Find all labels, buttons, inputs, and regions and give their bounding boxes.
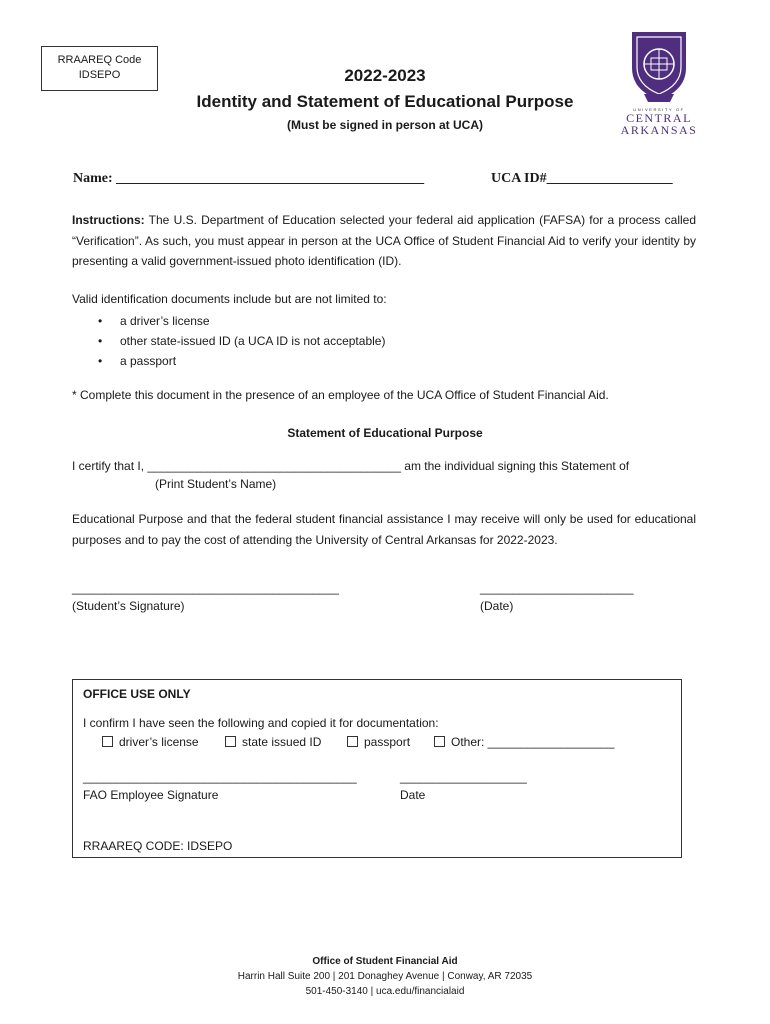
footer-address: Harrin Hall Suite 200 | 201 Donaghey Avenue | Conway, AR 72035 bbox=[237, 971, 533, 982]
option-state-issued-id[interactable] bbox=[225, 735, 321, 749]
valid-ids-list bbox=[72, 311, 385, 371]
university-logo bbox=[618, 28, 700, 136]
instructions-text: The U.S. Department of Education selected your federal aid application (FAFSA) for a process called “Verification”. As such, you must appear in person at the UCA Office of Student Financial Aid to verify your identity by presenting a valid government-issued photo identification (ID). bbox=[72, 213, 696, 268]
print-name-label: (Print Student’s Name) bbox=[155, 477, 277, 491]
instructions-label: Instructions: bbox=[72, 213, 145, 227]
list-item bbox=[72, 331, 385, 351]
logo-line-3: ARKANSAS bbox=[620, 123, 698, 136]
bullet-icon: • bbox=[98, 334, 103, 348]
uca-id-field[interactable]: UCA ID#__________________ bbox=[491, 171, 673, 186]
office-confirm-text: I confirm I have seen the following and copied it for documentation: bbox=[83, 716, 439, 730]
statement-paragraph: Educational Purpose and that the federal student financial assistance I may receive will only be used for educational purposes and to pay the cost of attending the University of Central Arkansas for 2022-2023. bbox=[72, 512, 696, 547]
list-item bbox=[72, 351, 385, 371]
option-label: state issued ID bbox=[242, 735, 322, 749]
office-date-line[interactable]: ___________________ bbox=[400, 770, 527, 784]
option-passport[interactable] bbox=[347, 735, 410, 749]
bullet-icon: • bbox=[98, 354, 103, 368]
employee-signature-line[interactable]: _________________________________________ bbox=[83, 770, 357, 784]
valid-ids-intro: Valid identification documents include but are not limited to: bbox=[72, 292, 387, 306]
office-use-box bbox=[72, 679, 682, 858]
office-use-heading: OFFICE USE ONLY bbox=[83, 687, 191, 701]
option-other[interactable] bbox=[434, 735, 614, 749]
list-item bbox=[72, 311, 385, 331]
code-box-line-2: IDSEPO bbox=[78, 69, 121, 81]
checkbox-icon[interactable] bbox=[102, 736, 113, 747]
employee-signature-label: FAO Employee Signature bbox=[83, 788, 219, 802]
certify-line[interactable]: I certify that I, ______________________________________ am the individual signing this Statement of bbox=[72, 459, 630, 473]
student-signature-label: (Student’s Signature) bbox=[72, 599, 185, 613]
bullet-icon: • bbox=[98, 314, 103, 328]
option-label: driver’s license bbox=[119, 735, 199, 749]
checkbox-icon[interactable] bbox=[434, 736, 445, 747]
logo-line-2: CENTRAL bbox=[626, 111, 692, 125]
form-subtitle: (Must be signed in person at UCA) bbox=[286, 118, 483, 132]
presence-note: * Complete this document in the presence of an employee of the UCA Office of Student Financial Aid. bbox=[72, 388, 609, 402]
form-title: Identity and Statement of Educational Purpose bbox=[196, 92, 574, 111]
instructions-paragraph bbox=[72, 210, 696, 272]
student-signature-line[interactable]: ________________________________________ bbox=[72, 581, 339, 595]
footer-office: Office of Student Financial Aid bbox=[312, 956, 458, 967]
office-code: RRAAREQ CODE: IDSEPO bbox=[83, 839, 233, 853]
logo-line-1: UNIVERSITY OF bbox=[633, 107, 685, 112]
list-item-text: a passport bbox=[120, 354, 177, 368]
statement-heading: Statement of Educational Purpose bbox=[287, 426, 483, 440]
checkbox-icon[interactable] bbox=[225, 736, 236, 747]
checkbox-icon[interactable] bbox=[347, 736, 358, 747]
option-label: Other: ___________________ bbox=[451, 735, 615, 749]
date-line[interactable]: _______________________ bbox=[480, 581, 634, 595]
option-drivers-license[interactable] bbox=[102, 735, 199, 749]
code-box-line-1: RRAAREQ Code bbox=[57, 54, 142, 66]
name-field[interactable]: Name: ____________________________________________ bbox=[73, 171, 425, 186]
list-item-text: other state-issued ID (a UCA ID is not acceptable) bbox=[120, 334, 386, 348]
list-item-text: a driver’s license bbox=[120, 314, 210, 328]
date-label: (Date) bbox=[480, 599, 514, 613]
footer-contact: 501-450-3140 | uca.edu/financialaid bbox=[305, 986, 465, 997]
form-year: 2022-2023 bbox=[344, 66, 426, 85]
office-date-label: Date bbox=[400, 788, 426, 802]
option-label: passport bbox=[364, 735, 411, 749]
